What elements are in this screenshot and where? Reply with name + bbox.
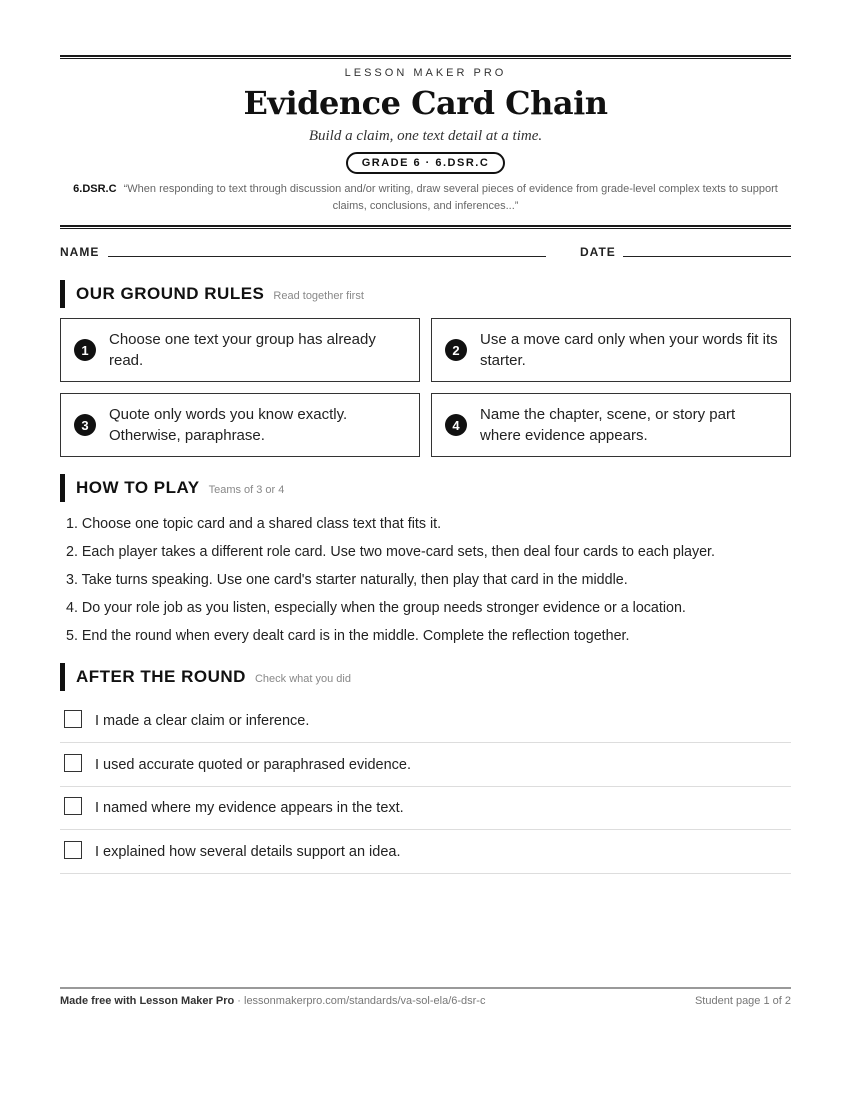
after-round-title: AFTER THE ROUND bbox=[76, 667, 246, 686]
name-label: NAME bbox=[60, 245, 100, 259]
number-badge: 1 bbox=[74, 339, 96, 361]
checklist-text: I named where my evidence appears in the text. bbox=[95, 799, 404, 816]
footer bbox=[60, 995, 791, 1007]
ground-rule-text: Name the chapter, scene, or story part where evidence appears. bbox=[480, 406, 736, 444]
ground-rules-title: OUR GROUND RULES bbox=[76, 284, 265, 303]
play-step: 1. Choose one topic card and a shared class text that fits it. bbox=[66, 516, 442, 532]
ground-rule-text: Quote only words you know exactly. Otherwise, paraphrase. bbox=[109, 406, 348, 444]
how-to-play-subtitle: Teams of 3 or 4 bbox=[208, 483, 285, 496]
ground-rule-card bbox=[431, 393, 791, 457]
checklist-item bbox=[60, 786, 791, 830]
checkbox[interactable] bbox=[64, 841, 82, 859]
after-round-subtitle: Check what you did bbox=[254, 672, 351, 685]
checkbox[interactable] bbox=[64, 754, 82, 772]
name-field[interactable] bbox=[108, 256, 546, 257]
after-round-heading bbox=[60, 663, 351, 691]
checklist-item bbox=[60, 743, 791, 787]
footer-page-number: Student page 1 of 2 bbox=[694, 995, 791, 1007]
play-step: 3. Take turns speaking. Use one card's starter naturally, then play that card in the middle. bbox=[66, 572, 628, 588]
number-badge: 4 bbox=[445, 414, 467, 436]
checkbox[interactable] bbox=[64, 710, 82, 728]
ground-rules-heading bbox=[60, 280, 364, 308]
standard-description bbox=[60, 181, 791, 215]
ground-rule-text: Use a move card only when your words fit its starter. bbox=[480, 331, 778, 369]
ground-rule-card bbox=[431, 318, 791, 382]
play-step: 2. Each player takes a different role card. Use two move-card sets, then deal four cards to each player. bbox=[66, 544, 715, 560]
header-bottom-rule bbox=[60, 225, 791, 229]
name-date-row bbox=[60, 245, 791, 259]
checklist-text: I made a clear claim or inference. bbox=[95, 712, 310, 729]
ground-rules-subtitle: Read together first bbox=[273, 289, 364, 302]
footer-rule bbox=[60, 987, 791, 989]
checkbox[interactable] bbox=[64, 797, 82, 815]
footer-url: · lessonmakerpro.com/standards/va-sol-ela/6-dsr-c bbox=[234, 995, 486, 1007]
play-steps-list bbox=[66, 510, 791, 650]
brand-name: LESSON MAKER PRO bbox=[344, 67, 507, 79]
how-to-play-title: HOW TO PLAY bbox=[76, 478, 200, 497]
footer-made-with: Made free with Lesson Maker Pro bbox=[60, 995, 235, 1007]
top-rule bbox=[60, 55, 791, 59]
ground-rule-card bbox=[60, 318, 420, 382]
checklist-text: I explained how several details support an idea. bbox=[95, 843, 401, 860]
ground-rule-card bbox=[60, 393, 420, 457]
how-to-play-heading bbox=[60, 474, 284, 502]
checklist-text: I used accurate quoted or paraphrased evidence. bbox=[95, 756, 411, 773]
worksheet-page bbox=[60, 0, 791, 1100]
grade-badge-wrap bbox=[60, 152, 791, 174]
date-label: DATE bbox=[580, 245, 616, 259]
page-subtitle: Build a claim, one text detail at a time. bbox=[308, 128, 543, 144]
grade-badge: GRADE 6 · 6.DSR.C bbox=[346, 152, 506, 174]
standard-code: 6.DSR.C bbox=[73, 183, 117, 195]
number-badge: 3 bbox=[74, 414, 96, 436]
checklist-item bbox=[60, 830, 791, 874]
play-step: 5. End the round when every dealt card is in the middle. Complete the reflection together. bbox=[66, 628, 630, 644]
checklist-item bbox=[60, 699, 791, 743]
number-badge: 2 bbox=[445, 339, 467, 361]
ground-rule-text: Choose one text your group has already read. bbox=[109, 331, 376, 369]
date-field[interactable] bbox=[623, 256, 791, 257]
play-step: 4. Do your role job as you listen, especially when the group needs stronger evidence or a location. bbox=[66, 600, 686, 616]
page-title: Evidence Card Chain bbox=[243, 84, 608, 122]
standard-text: “When responding to text through discussion and/or writing, draw several pieces of evidence from grade-level complex texts to support claims, conclusions, and inferences...” bbox=[123, 183, 778, 212]
